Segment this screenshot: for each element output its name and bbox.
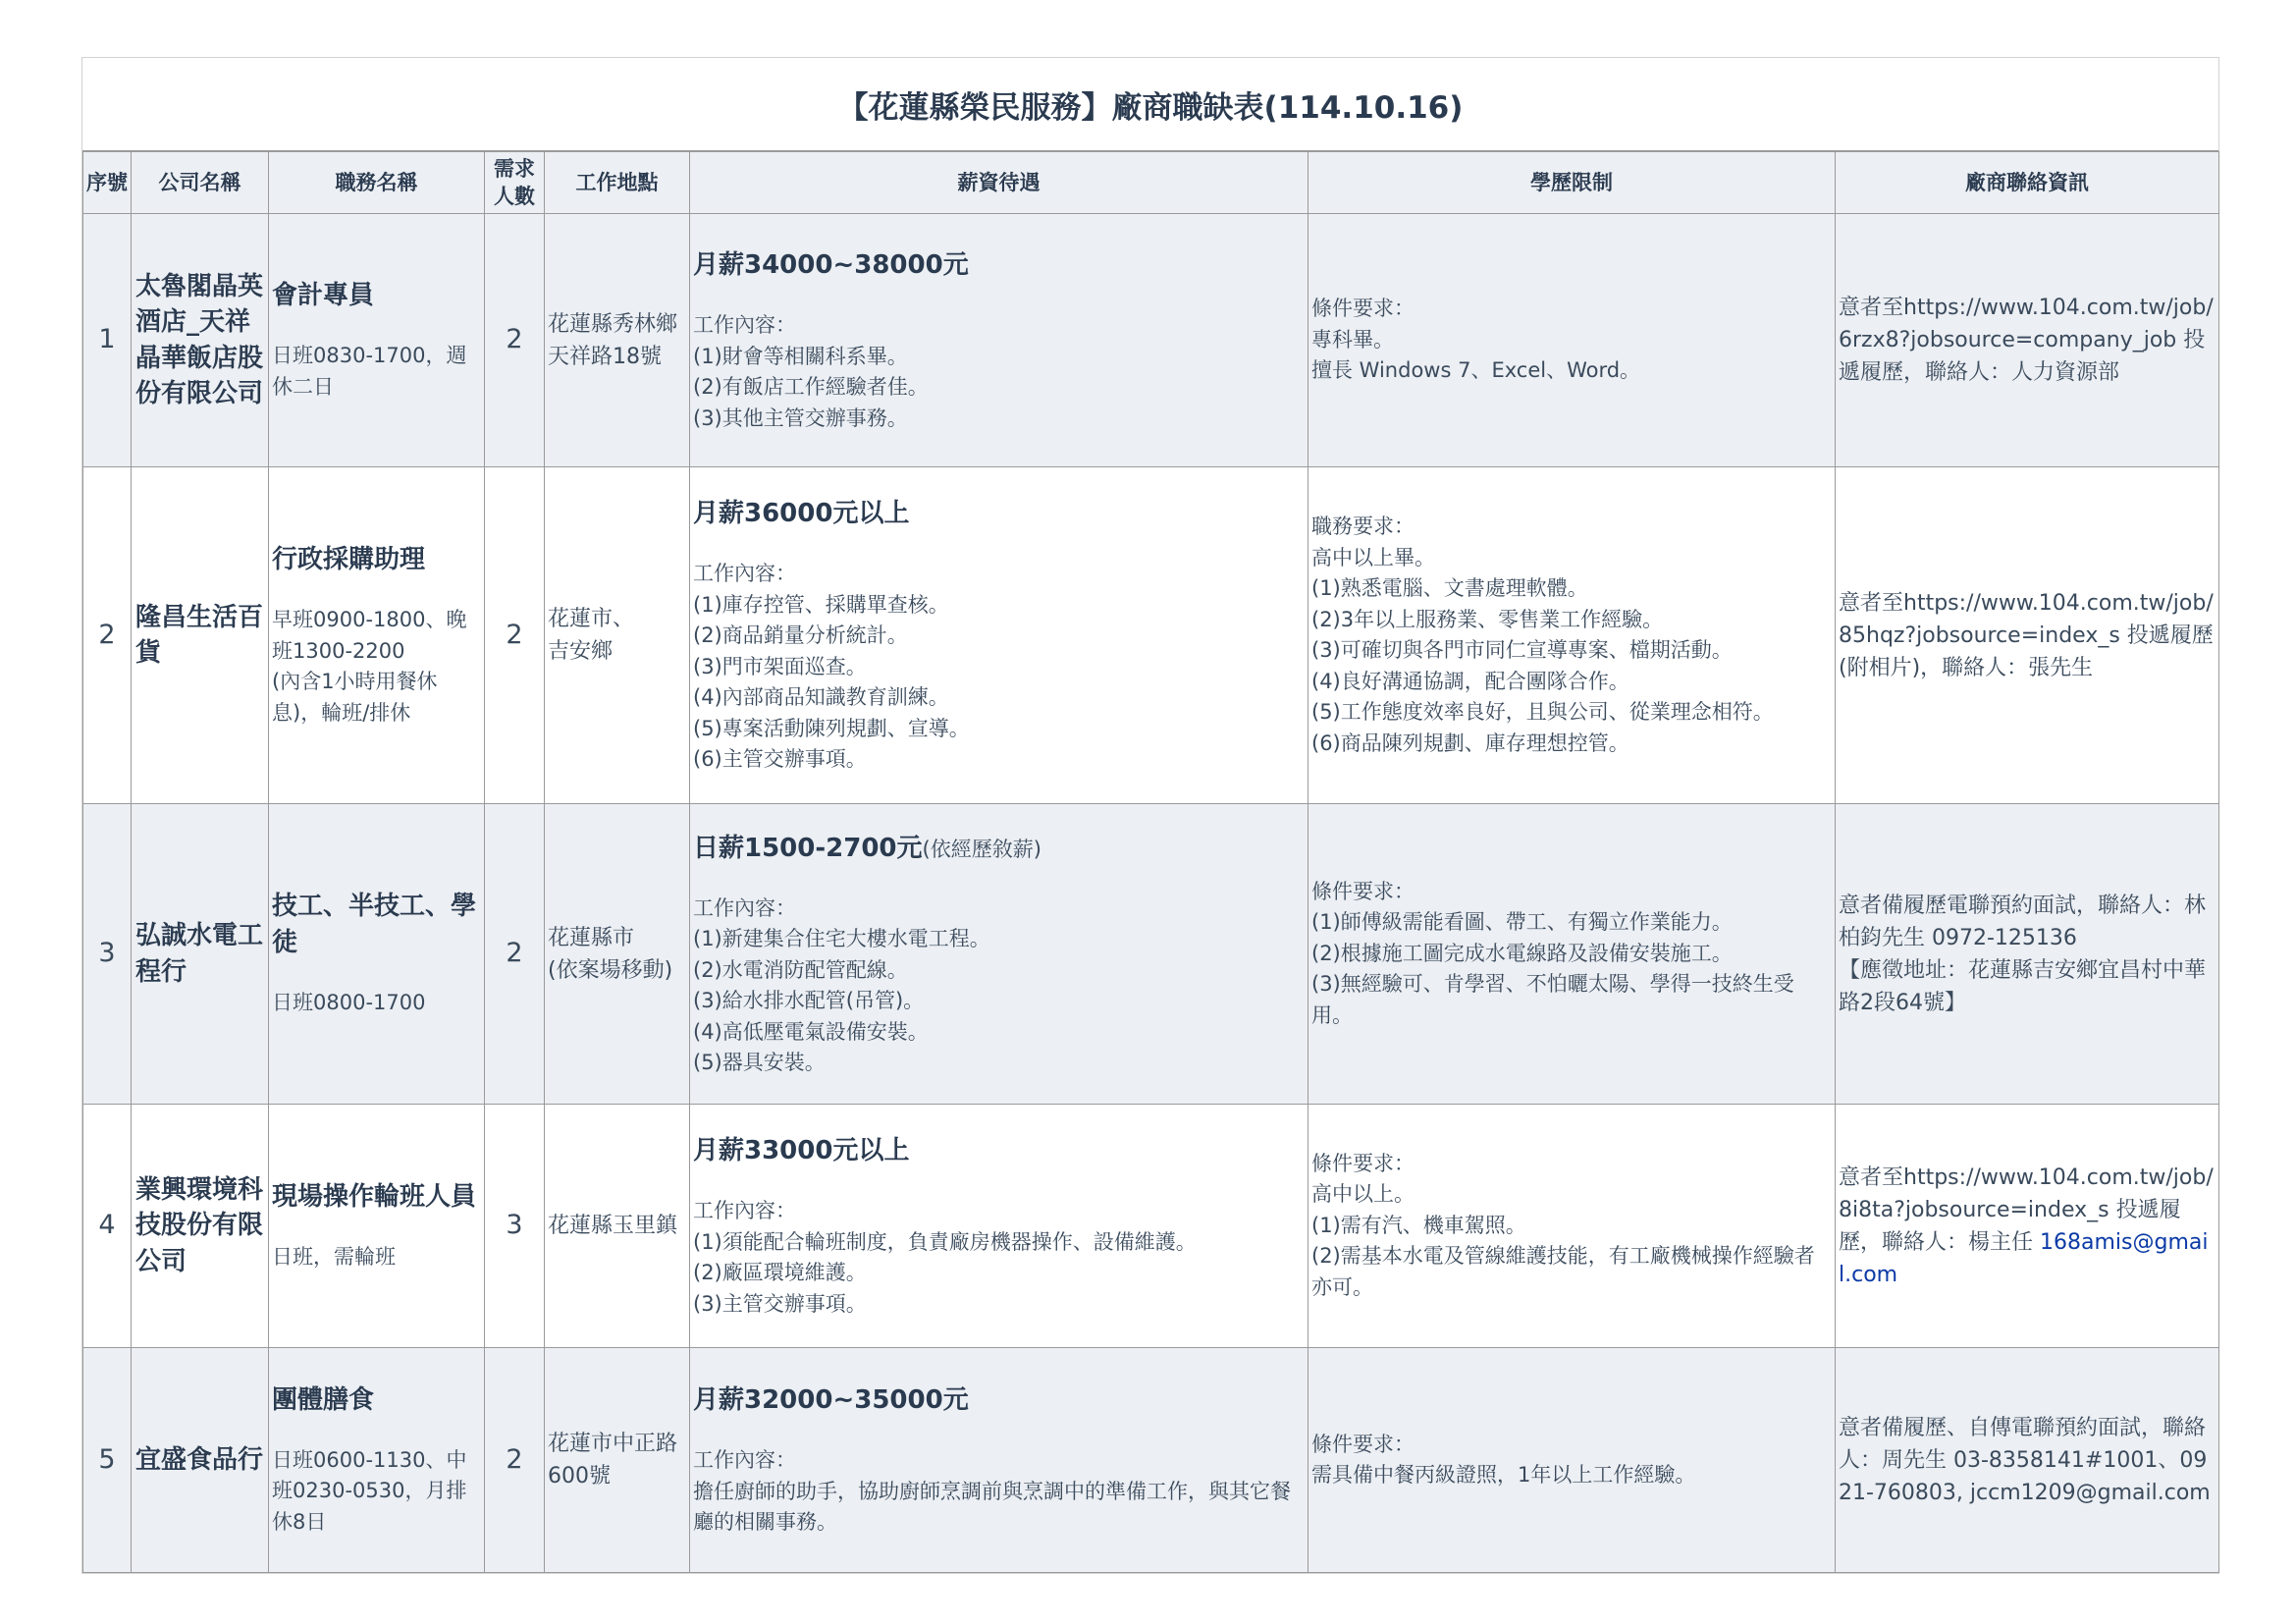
requirement-line: (1)熟悉電腦、文書處理軟體。 <box>1311 576 1588 600</box>
work-line: (2)商品銷量分析統計。 <box>693 623 908 648</box>
work-line: (5)器具安裝。 <box>693 1051 826 1074</box>
table-body <box>83 214 2219 1573</box>
work-line: 工作內容： <box>693 895 796 920</box>
row-job <box>269 1348 485 1573</box>
requirement-line: (5)工作態度效率良好，且與公司、從業理念相符。 <box>1311 700 1774 724</box>
job-spacer <box>272 313 481 341</box>
table-row <box>83 214 2219 467</box>
row-count: 3 <box>485 1105 545 1348</box>
requirement-line: 條件要求： <box>1311 879 1415 903</box>
table-row <box>83 1105 2219 1348</box>
header-contact: 廠商聯絡資訊 <box>1836 152 2219 214</box>
salary-amount: 月薪33000元以上 <box>693 1136 910 1165</box>
location-text: 花蓮縣市 (依案場移動) <box>548 925 673 983</box>
requirement-line: 專科畢。 <box>1311 327 1394 352</box>
requirement-line: (3)無經驗可、肯學習、不怕曬太陽、學得一技終生受用。 <box>1311 972 1794 1027</box>
row-requirement <box>1308 1105 1836 1348</box>
salary-amount: 月薪36000元以上 <box>693 499 910 529</box>
header-location: 工作地點 <box>545 152 690 214</box>
salary-amount: 月薪32000~35000元 <box>693 1385 969 1416</box>
salary-spacer <box>693 533 1305 559</box>
requirement-line: (2)3年以上服務業、零售業工作經驗。 <box>1311 607 1664 631</box>
contact-email: 168amis@gmail.com <box>1839 1229 2209 1287</box>
work-line: 工作內容： <box>693 562 796 586</box>
row-contact <box>1836 1348 2219 1573</box>
header-company: 公司名稱 <box>132 152 269 214</box>
row-count: 2 <box>485 804 545 1105</box>
requirement-line: (4)良好溝通協調，配合團隊合作。 <box>1311 669 1629 693</box>
salary-spacer <box>693 285 1305 310</box>
row-count: 2 <box>485 1348 545 1573</box>
requirement-line: (1)師傅級需能看圖、帶工、有獨立作業能力。 <box>1311 910 1733 935</box>
work-line: (3)門市架面巡查。 <box>693 654 867 678</box>
row-salary <box>690 467 1308 804</box>
header-row <box>83 152 2219 214</box>
row-seq: 2 <box>83 467 132 804</box>
row-company: 弘誠水電工程行 <box>132 804 269 1105</box>
row-count: 2 <box>485 467 545 804</box>
contact-text: 意者備履歷、自傳電聯預約面試，聯絡人：周先生 03-8358141#1001、0921-760803, jccm1209@gmail.com <box>1839 1415 2211 1505</box>
row-company: 隆昌生活百貨 <box>132 467 269 804</box>
job-spacer <box>272 1215 481 1242</box>
work-line: (4)高低壓電氣設備安裝。 <box>693 1019 929 1044</box>
row-location <box>545 1348 690 1573</box>
requirement-line: 擅長 Windows 7、Excel、Word。 <box>1311 358 1641 383</box>
row-salary <box>690 1348 1308 1573</box>
job-spacer <box>272 960 481 988</box>
work-line: (4)內部商品知識教育訓練。 <box>693 685 949 710</box>
row-contact <box>1836 467 2219 804</box>
header-salary: 薪資待遇 <box>690 152 1308 214</box>
job-title: 行政採購助理 <box>272 544 426 574</box>
requirement-line: (3)可確切與各門市同仁宣導專案、檔期活動。 <box>1311 638 1733 662</box>
work-line: (1)新建集合住宅大樓水電工程。 <box>693 927 990 950</box>
row-count: 2 <box>485 214 545 467</box>
row-requirement <box>1308 1348 1836 1573</box>
row-contact <box>1836 214 2219 467</box>
job-title: 技工、半技工、學徒 <box>272 892 477 957</box>
row-requirement <box>1308 804 1836 1105</box>
salary-amount: 月薪34000~38000元 <box>693 250 969 280</box>
row-company: 業興環境科技股份有限公司 <box>132 1105 269 1348</box>
work-line: (1)財會等相關科系畢。 <box>693 344 908 368</box>
header-count: 需求人數 <box>485 152 545 214</box>
contact-text: 意者備履歷電聯預約面試，聯絡人：林柏鈞先生 0972-125136 【應徵地址：花蓮縣吉安鄉宜昌村中華路2段64號】 <box>1839 893 2207 1015</box>
row-salary <box>690 804 1308 1105</box>
work-line: (1)須能配合輪班制度，負責廠房機器操作、設備維護。 <box>693 1229 1197 1254</box>
work-line: (3)其他主管交辦事務。 <box>693 406 908 430</box>
job-detail: 早班0900-1800、晚班1300-2200 (內含1小時用餐休息)，輪班/排休 <box>272 608 467 725</box>
work-line: 工作內容： <box>693 1199 796 1222</box>
header-seq: 序號 <box>83 152 132 214</box>
row-seq: 1 <box>83 214 132 467</box>
work-line: 工作內容： <box>693 1448 796 1473</box>
vacancy-table <box>82 151 2219 1573</box>
row-requirement <box>1308 214 1836 467</box>
location-text: 花蓮縣秀林鄉天祥路18號 <box>548 311 678 369</box>
job-spacer <box>272 1418 481 1445</box>
salary-amount: 日薪1500-2700元 <box>693 833 923 863</box>
table-row <box>83 467 2219 804</box>
row-location <box>545 1105 690 1348</box>
requirement-line: (6)商品陳列規劃、庫存理想控管。 <box>1311 731 1629 755</box>
salary-head <box>693 830 1305 868</box>
requirement-line: 高中以上畢。 <box>1311 545 1435 569</box>
work-line: (2)有飯店工作經驗者佳。 <box>693 375 929 399</box>
work-line: (2)廠區環境維護。 <box>693 1261 867 1284</box>
job-title: 現場操作輪班人員 <box>272 1181 477 1212</box>
job-detail: 日班0800-1700 <box>272 991 426 1015</box>
row-requirement <box>1308 467 1836 804</box>
requirement-line: 條件要求： <box>1311 1151 1415 1175</box>
row-seq: 4 <box>83 1105 132 1348</box>
job-vacancy-sheet <box>81 57 2219 1574</box>
page-title: 【花蓮縣榮民服務】廠商職缺表(114.10.16) <box>82 58 2218 151</box>
row-seq: 5 <box>83 1348 132 1573</box>
job-detail: 日班，需輪班 <box>272 1244 396 1269</box>
row-salary <box>690 214 1308 467</box>
location-text: 花蓮市中正路600號 <box>548 1432 678 1489</box>
row-contact <box>1836 804 2219 1105</box>
row-location <box>545 214 690 467</box>
salary-head <box>693 1381 1305 1420</box>
requirement-line: 條件要求： <box>1311 1432 1415 1456</box>
row-location <box>545 804 690 1105</box>
header-job: 職務名稱 <box>269 152 485 214</box>
work-line: (1)庫存控管、採購單查核。 <box>693 592 949 617</box>
row-company: 太魯閣晶英酒店_天祥晶華飯店股份有限公司 <box>132 214 269 467</box>
salary-head <box>693 495 1305 533</box>
location-text: 花蓮市、 吉安鄉 <box>548 607 635 664</box>
requirement-line: (2)根據施工圖完成水電線路及設備安裝施工。 <box>1311 941 1733 965</box>
table-row <box>83 804 2219 1105</box>
requirement-line: (2)需基本水電及管線維護技能，有工廠機械操作經驗者亦可。 <box>1311 1244 1815 1299</box>
work-line: 擔任廚師的助手，協助廚師烹調前與烹調中的準備工作，與其它餐廳的相關事務。 <box>693 1479 1291 1535</box>
row-job <box>269 1105 485 1348</box>
salary-spacer <box>693 868 1305 893</box>
header-requirement: 學歷限制 <box>1308 152 1836 214</box>
row-job <box>269 214 485 467</box>
work-line: (6)主管交辦事項。 <box>693 747 867 772</box>
salary-spacer <box>693 1170 1305 1196</box>
job-title: 會計專員 <box>272 280 375 310</box>
requirement-line: 高中以上。 <box>1311 1182 1415 1207</box>
salary-head <box>693 246 1305 285</box>
job-detail: 日班0600-1130、中班0230-0530，月排休8日 <box>272 1447 467 1534</box>
work-line: (2)水電消防配管配線。 <box>693 957 908 982</box>
work-line: (5)專案活動陳列規劃、宣導。 <box>693 716 970 740</box>
salary-spacer <box>693 1420 1305 1445</box>
row-seq: 3 <box>83 804 132 1105</box>
salary-note: (依經歷敘薪) <box>922 837 1041 861</box>
contact-text: 意者至https://www.104.com.tw/job/85hqz?jobsource=index_s 投遞履歷(附相片)，聯絡人：張先生 <box>1839 590 2214 680</box>
row-job <box>269 804 485 1105</box>
job-detail: 日班0830-1700，週休二日 <box>272 344 467 399</box>
table-row <box>83 1348 2219 1573</box>
work-line: (3)給水排水配管(吊管)。 <box>693 989 925 1012</box>
work-line: (3)主管交辦事項。 <box>693 1291 867 1316</box>
contact-text: 意者至https://www.104.com.tw/job/8i8ta?jobsource=index_s 投遞履歷，聯絡人：楊主任 <box>1839 1164 2214 1255</box>
salary-head <box>693 1132 1305 1170</box>
work-line: 工作內容： <box>693 313 796 337</box>
row-salary <box>690 1105 1308 1348</box>
requirement-line: 職務要求： <box>1311 514 1415 538</box>
requirement-line: 需具備中餐丙級證照，1年以上工作經驗。 <box>1311 1463 1696 1487</box>
row-job <box>269 467 485 804</box>
row-company: 宜盛食品行 <box>132 1348 269 1573</box>
job-title: 團體膳食 <box>272 1384 375 1415</box>
requirement-line: (1)需有汽、機車駕照。 <box>1311 1213 1526 1237</box>
row-location <box>545 467 690 804</box>
row-contact <box>1836 1105 2219 1348</box>
job-spacer <box>272 577 481 605</box>
location-text: 花蓮縣玉里鎮 <box>548 1214 678 1238</box>
requirement-line: 條件要求： <box>1311 297 1415 321</box>
contact-text: 意者至https://www.104.com.tw/job/6rzx8?jobsource=company_job 投遞履歷，聯絡人：人力資源部 <box>1839 296 2214 385</box>
